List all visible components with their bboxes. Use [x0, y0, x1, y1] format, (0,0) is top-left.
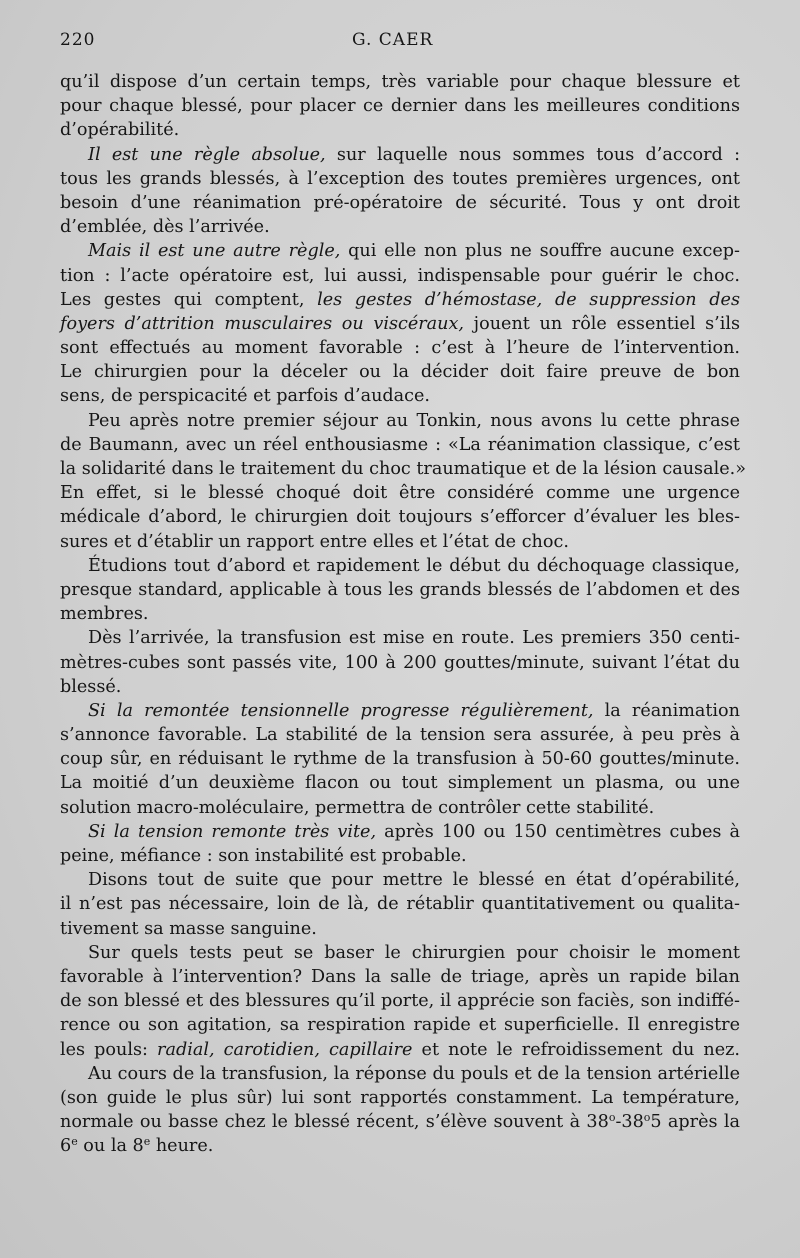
text-line	[60, 796, 740, 820]
text-run: jouent un rôle essentiel s’ils	[464, 313, 740, 334]
running-head: G. CAER	[352, 30, 434, 50]
text-run: qui elle non plus ne souffre aucune excep-	[340, 241, 741, 262]
text-line	[60, 312, 740, 336]
text-line	[60, 191, 740, 215]
text-line	[60, 409, 740, 433]
text-run: mètres-cubes sont passés vite, 100 à 200 gouttes/minute, suivant l’état du	[60, 652, 740, 673]
text-run: heure.	[150, 1136, 214, 1157]
text-line	[60, 94, 740, 118]
text-run: sur laquelle nous sommes tous d’accord :	[325, 144, 740, 165]
text-run: rence ou son agitation, sa respiration rapide et superficielle. Il enregistre	[60, 1015, 740, 1036]
text-line	[60, 1062, 740, 1086]
text-run: tivement sa masse sanguine.	[60, 918, 317, 939]
text-run: Les gestes qui comptent,	[60, 289, 318, 310]
text-run: Dès l’arrivée, la transfusion est mise en route. Les premiers 350 centi-	[88, 628, 740, 649]
text-line	[60, 239, 740, 263]
text-run: peine, méfiance : son instabilité est probable.	[60, 846, 467, 866]
text-line	[60, 288, 740, 312]
text-line	[60, 1038, 740, 1062]
text-line	[60, 771, 740, 795]
text-run: de son blessé et des blessures qu’il porte, il apprécie son faciès, son indiffé-	[60, 991, 740, 1012]
text-line	[60, 264, 740, 288]
text-line	[60, 723, 740, 747]
superscript: e	[143, 1135, 151, 1149]
text-line	[60, 143, 740, 167]
page-header	[60, 30, 740, 54]
text-run: normale ou basse chez le blessé récent, s’élève souvent à 38	[60, 1112, 609, 1133]
text-run: ou la 8	[77, 1136, 144, 1157]
text-line	[60, 70, 740, 94]
text-line	[60, 651, 740, 675]
text-line	[60, 578, 740, 602]
text-run: qu’il dispose d’un certain temps, très variable pour chaque blessure et	[60, 72, 740, 92]
text-run: favorable à l’intervention? Dans la salle de triage, après un rapide bilan	[60, 966, 740, 987]
text-line	[60, 457, 746, 481]
text-line	[60, 820, 740, 844]
text-line	[60, 554, 740, 578]
text-line	[60, 433, 740, 457]
text-line	[60, 747, 740, 771]
text-run: la solidarité dans le traitement du choc traumatique et de la lésion causale.»	[60, 459, 746, 479]
text-line	[60, 167, 740, 191]
text-run: Au cours de la transfusion, la réponse du pouls et de la tension artérielle	[88, 1063, 740, 1084]
text-run: sures et d’établir un rapport entre elles et l’état de choc.	[60, 531, 569, 552]
text-line	[60, 892, 740, 916]
text-run: La moitié d’un deuxième flacon ou tout simplement un plasma, ou une	[60, 773, 740, 794]
italic-text: Il est une règle absolue,	[88, 144, 326, 165]
text-run: blessé.	[60, 676, 122, 697]
text-line	[60, 481, 740, 505]
text-run: d’emblée, dès l’arrivée.	[60, 217, 270, 238]
text-run: pour chaque blessé, pour placer ce dernier dans les meilleures conditions	[60, 96, 740, 117]
text-line	[60, 530, 740, 554]
text-line	[60, 360, 740, 384]
text-line	[60, 844, 740, 868]
text-run: de Baumann, avec un réel enthousiasme : «La réanimation classique, c’est	[60, 434, 740, 455]
text-line	[60, 215, 740, 239]
text-line	[60, 384, 740, 408]
text-line	[60, 1110, 740, 1134]
body-text	[60, 70, 746, 1158]
text-run: sont effectués au moment favorable : c’est à l’heure de l’intervention.	[60, 338, 740, 359]
text-run: il n’est pas nécessaire, loin de là, de rétablir quantitativement ou qualita-	[60, 894, 740, 915]
italic-text: foyers d’attrition musculaires ou viscéraux,	[60, 313, 464, 334]
text-run: coup sûr, en réduisant le rythme de la transfusion à 50-60 gouttes/minute.	[60, 749, 740, 770]
text-line	[60, 1013, 740, 1037]
text-run: sens, de perspicacité et parfois d’audace.	[60, 386, 431, 407]
text-run: (son guide le plus sûr) lui sont rapportés constamment. La température,	[60, 1087, 740, 1108]
text-run: -38	[615, 1112, 644, 1133]
text-run: 6	[60, 1136, 72, 1157]
text-line	[60, 602, 740, 626]
superscript: o	[608, 1111, 616, 1125]
text-line	[60, 965, 740, 989]
text-run: médicale d’abord, le chirurgien doit toujours s’efforcer d’évaluer les bles-	[60, 507, 740, 528]
text-line	[60, 699, 740, 723]
text-run: et note le refroidissement du nez.	[412, 1039, 741, 1060]
text-line	[60, 1086, 740, 1110]
text-line	[60, 675, 740, 699]
italic-text: Si la tension remonte très vite,	[88, 821, 377, 842]
page-number: 220	[60, 30, 96, 50]
text-run: la réanimation	[593, 700, 740, 721]
text-line	[60, 941, 740, 965]
text-line	[60, 336, 740, 360]
italic-text: Si la remontée tensionnelle progresse régulièrement,	[88, 700, 594, 721]
italic-text: radial, carotidien, capillaire	[157, 1039, 413, 1060]
text-run: En effet, si le blessé choqué doit être considéré comme une urgence	[60, 483, 740, 504]
text-run: besoin d’une réanimation pré-opératoire de sécurité. Tous y ont droit	[60, 192, 740, 213]
text-line	[60, 626, 740, 650]
text-run: après 100 ou 150 centimètres cubes à	[376, 821, 740, 842]
text-line	[60, 1134, 740, 1158]
text-run: les pouls:	[60, 1039, 158, 1060]
text-line	[60, 989, 740, 1013]
text-run: s’annonce favorable. La stabilité de la tension sera assurée, à peu près à	[60, 725, 740, 746]
text-run: membres.	[60, 604, 149, 625]
text-run: Le chirurgien pour la déceler ou la décider doit faire preuve de bon	[60, 362, 740, 383]
text-run: Étudions tout d’abord et rapidement le début du déchoquage classique,	[88, 555, 740, 576]
text-run: 5 après la	[650, 1112, 740, 1133]
superscript: o	[643, 1111, 651, 1125]
text-run: Sur quels tests peut se baser le chirurgien pour choisir le moment	[88, 942, 740, 963]
text-run: presque standard, applicable à tous les grands blessés de l’abdomen et des	[60, 579, 740, 600]
text-line	[60, 917, 740, 941]
text-line	[60, 868, 740, 892]
superscript: e	[71, 1135, 78, 1149]
text-run: d’opérabilité.	[60, 120, 180, 141]
text-run: Disons tout de suite que pour mettre le blessé en état d’opérabilité,	[88, 870, 740, 891]
italic-text: les gestes d’hémostase, de suppression des	[317, 289, 740, 310]
text-line	[60, 505, 740, 529]
italic-text: Mais il est une autre règle,	[88, 241, 341, 262]
text-run: Peu après notre premier séjour au Tonkin, nous avons lu cette phrase	[88, 410, 740, 431]
text-line	[60, 118, 740, 142]
text-run: tous les grands blessés, à l’exception des toutes premières urgences, ont	[60, 168, 740, 189]
text-run: solution macro-moléculaire, permettra de contrôler cette stabilité.	[60, 797, 655, 818]
text-run: tion : l’acte opératoire est, lui aussi, indispensable pour guérir le choc.	[60, 265, 740, 286]
